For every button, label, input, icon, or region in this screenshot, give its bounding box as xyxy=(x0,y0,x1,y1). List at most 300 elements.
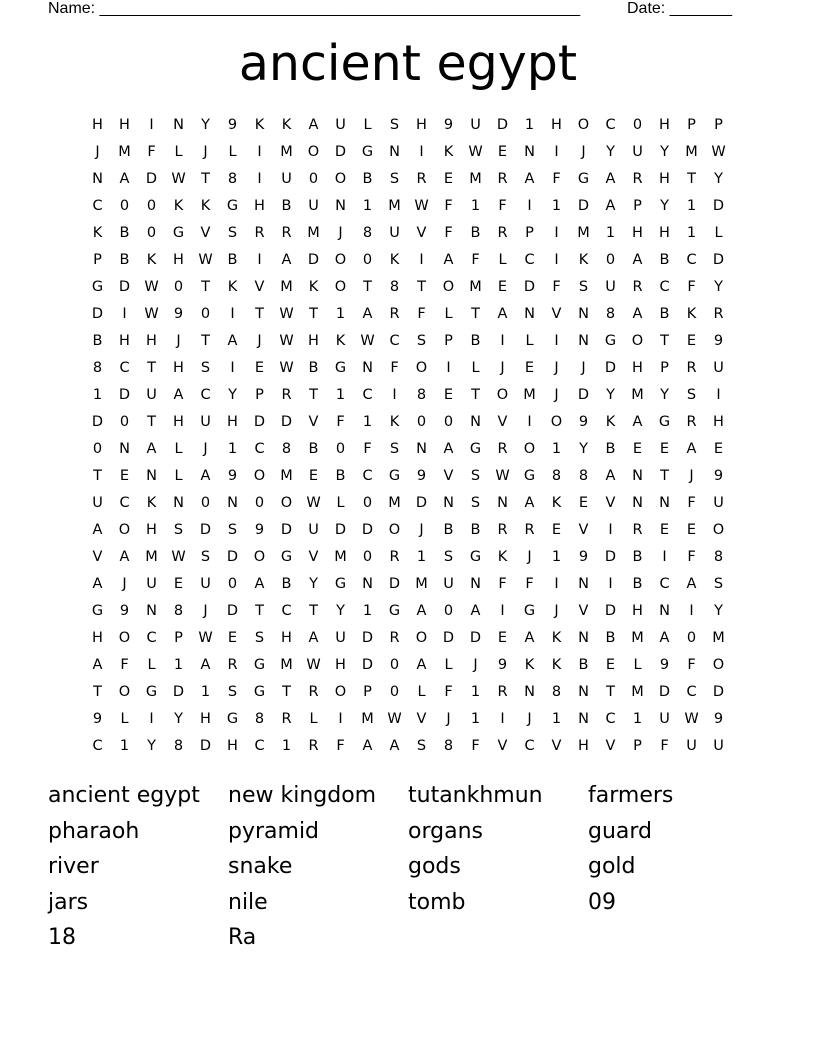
grid-letter: O xyxy=(577,117,590,133)
word-bank-item: pyramid xyxy=(228,818,320,844)
grid-letter: S xyxy=(200,549,211,565)
grid-letter: P xyxy=(525,225,534,241)
grid-row xyxy=(84,274,732,301)
grid-letter: U xyxy=(686,738,697,754)
grid-letter: M xyxy=(685,144,698,160)
grid-letter: V xyxy=(443,468,454,484)
grid-letter: K xyxy=(389,252,400,268)
grid-letter: 8 xyxy=(713,549,724,565)
grid-letter: F xyxy=(363,441,372,457)
grid-letter: N xyxy=(470,414,481,430)
grid-letter: U xyxy=(146,576,157,592)
grid-letter: 9 xyxy=(713,711,724,727)
grid-letter: 9 xyxy=(578,549,589,565)
letter-grid xyxy=(84,112,732,760)
grid-letter: R xyxy=(281,387,292,403)
grid-letter: J xyxy=(446,711,451,727)
grid-letter: K xyxy=(524,657,535,673)
grid-letter: M xyxy=(118,144,131,160)
grid-letter: T xyxy=(687,171,696,187)
grid-letter: G xyxy=(604,333,617,349)
header xyxy=(48,0,748,22)
grid-letter: T xyxy=(93,468,102,484)
grid-letter: T xyxy=(255,306,264,322)
grid-letter: S xyxy=(227,225,238,241)
grid-letter: O xyxy=(712,522,725,538)
grid-letter: C xyxy=(362,468,373,484)
grid-letter: B xyxy=(308,360,319,376)
grid-letter: M xyxy=(280,279,293,295)
grid-letter: A xyxy=(308,630,319,646)
grid-letter: L xyxy=(363,117,372,133)
grid-letter: A xyxy=(362,738,373,754)
grid-letter: N xyxy=(416,441,427,457)
grid-letter: K xyxy=(92,225,103,241)
grid-letter: K xyxy=(254,117,265,133)
grid-letter: F xyxy=(660,738,669,754)
grid-letter: A xyxy=(443,252,454,268)
grid-letter: K xyxy=(578,252,589,268)
grid-letter: R xyxy=(389,549,400,565)
grid-letter: E xyxy=(443,387,454,403)
grid-letter: A xyxy=(686,576,697,592)
grid-letter: W xyxy=(279,306,294,322)
grid-letter: C xyxy=(605,117,616,133)
grid-letter: A xyxy=(632,414,643,430)
grid-letter: U xyxy=(200,414,211,430)
grid-letter: 8 xyxy=(416,387,427,403)
grid-letter: I xyxy=(392,387,397,403)
grid-letter: 8 xyxy=(578,468,589,484)
grid-letter: D xyxy=(118,387,131,403)
grid-letter: R xyxy=(389,306,400,322)
grid-letter: F xyxy=(336,738,345,754)
grid-letter: 0 xyxy=(146,225,157,241)
grid-letter: S xyxy=(389,441,400,457)
grid-letter: 9 xyxy=(227,117,238,133)
grid-letter: A xyxy=(254,576,265,592)
grid-letter: 8 xyxy=(254,711,265,727)
grid-letter: A xyxy=(524,495,535,511)
grid-letter: I xyxy=(554,576,559,592)
grid-letter: C xyxy=(686,684,697,700)
grid-letter: W xyxy=(306,657,321,673)
grid-letter: A xyxy=(119,549,130,565)
grid-letter: G xyxy=(658,414,671,430)
grid-letter: M xyxy=(307,225,320,241)
grid-letter: O xyxy=(334,279,347,295)
grid-letter: K xyxy=(146,495,157,511)
grid-letter: I xyxy=(419,252,424,268)
grid-letter: W xyxy=(198,630,213,646)
grid-letter: D xyxy=(361,522,374,538)
grid-letter: L xyxy=(417,684,426,700)
grid-letter: 8 xyxy=(92,360,103,376)
grid-letter: K xyxy=(551,630,562,646)
grid-letter: O xyxy=(118,522,131,538)
word-bank-item: gods xyxy=(408,854,461,879)
grid-letter: Y xyxy=(228,387,237,403)
grid-letter: 8 xyxy=(173,738,184,754)
grid-letter: S xyxy=(254,630,265,646)
grid-row xyxy=(84,193,732,220)
grid-letter: M xyxy=(631,684,644,700)
grid-letter: V xyxy=(605,738,616,754)
grid-letter: N xyxy=(578,630,589,646)
grid-letter: P xyxy=(255,387,264,403)
grid-letter: S xyxy=(686,387,697,403)
grid-row xyxy=(84,166,732,193)
grid-letter: 1 xyxy=(470,198,481,214)
grid-letter: F xyxy=(687,279,696,295)
grid-letter: A xyxy=(605,468,616,484)
grid-letter: H xyxy=(173,252,184,268)
grid-letter: U xyxy=(443,576,454,592)
grid-letter: G xyxy=(91,279,104,295)
grid-row xyxy=(84,409,732,436)
grid-letter: F xyxy=(471,252,480,268)
grid-letter: W xyxy=(414,198,429,214)
grid-letter: F xyxy=(552,279,561,295)
grid-letter: O xyxy=(334,684,347,700)
grid-letter: Y xyxy=(714,171,723,187)
grid-letter: D xyxy=(361,657,374,673)
grid-letter: O xyxy=(712,657,725,673)
grid-letter: D xyxy=(415,495,428,511)
grid-letter: J xyxy=(203,441,208,457)
grid-letter: B xyxy=(119,252,130,268)
grid-letter: O xyxy=(415,360,428,376)
grid-letter: R xyxy=(497,522,508,538)
grid-letter: M xyxy=(334,549,347,565)
grid-letter: J xyxy=(554,360,559,376)
grid-letter: R xyxy=(308,684,319,700)
grid-letter: N xyxy=(173,495,184,511)
grid-letter: R xyxy=(254,225,265,241)
grid-letter: M xyxy=(577,225,590,241)
grid-letter: T xyxy=(147,360,156,376)
grid-letter: J xyxy=(203,144,208,160)
grid-letter: C xyxy=(92,198,103,214)
grid-letter: W xyxy=(279,360,294,376)
grid-letter: N xyxy=(578,711,589,727)
grid-letter: 1 xyxy=(335,306,346,322)
grid-letter: N xyxy=(524,684,535,700)
grid-letter: F xyxy=(147,144,156,160)
grid-letter: A xyxy=(686,441,697,457)
grid-letter: I xyxy=(554,144,559,160)
grid-letter: D xyxy=(496,117,509,133)
grid-letter: O xyxy=(118,684,131,700)
grid-letter: O xyxy=(496,387,509,403)
grid-letter: C xyxy=(146,630,157,646)
grid-letter: 0 xyxy=(254,495,265,511)
grid-letter: L xyxy=(498,252,507,268)
grid-letter: 1 xyxy=(551,549,562,565)
grid-letter: V xyxy=(551,738,562,754)
grid-letter: M xyxy=(280,468,293,484)
word-bank-item: 18 xyxy=(48,925,76,950)
word-bank-item: river xyxy=(48,854,99,879)
grid-letter: N xyxy=(659,603,670,619)
word-bank-item: tutankhmun xyxy=(408,783,543,808)
grid-letter: L xyxy=(147,657,156,673)
grid-letter: V xyxy=(254,279,265,295)
grid-letter: N xyxy=(443,495,454,511)
grid-letter: L xyxy=(174,144,183,160)
grid-letter: R xyxy=(389,630,400,646)
grid-letter: C xyxy=(659,279,670,295)
grid-letter: L xyxy=(633,657,642,673)
grid-letter: W xyxy=(198,252,213,268)
grid-letter: I xyxy=(257,171,262,187)
grid-letter: I xyxy=(257,144,262,160)
grid-letter: D xyxy=(712,198,725,214)
grid-row xyxy=(84,247,732,274)
grid-letter: U xyxy=(713,738,724,754)
grid-letter: B xyxy=(632,576,643,592)
grid-letter: G xyxy=(280,549,293,565)
grid-letter: C xyxy=(605,711,616,727)
grid-letter: W xyxy=(468,144,483,160)
grid-letter: J xyxy=(338,225,343,241)
grid-letter: B xyxy=(470,333,481,349)
grid-letter: J xyxy=(689,468,694,484)
grid-letter: 0 xyxy=(200,306,211,322)
grid-letter: D xyxy=(442,630,455,646)
grid-letter: V xyxy=(578,522,589,538)
grid-letter: U xyxy=(146,387,157,403)
grid-letter: E xyxy=(173,576,184,592)
grid-letter: J xyxy=(257,333,262,349)
grid-letter: A xyxy=(389,738,400,754)
grid-letter: N xyxy=(335,198,346,214)
grid-letter: Y xyxy=(336,603,345,619)
grid-letter: R xyxy=(416,171,427,187)
grid-letter: G xyxy=(388,603,401,619)
grid-letter: D xyxy=(118,279,131,295)
grid-letter: 0 xyxy=(227,576,238,592)
grid-letter: Y xyxy=(714,279,723,295)
grid-letter: J xyxy=(95,144,100,160)
grid-letter: C xyxy=(524,738,535,754)
grid-letter: K xyxy=(200,198,211,214)
grid-letter: N xyxy=(632,468,643,484)
grid-letter: U xyxy=(92,495,103,511)
grid-letter: S xyxy=(416,333,427,349)
word-bank-item: gold xyxy=(588,854,636,879)
grid-letter: F xyxy=(120,657,129,673)
grid-letter: N xyxy=(92,171,103,187)
grid-letter: D xyxy=(253,414,266,430)
grid-letter: H xyxy=(632,225,643,241)
grid-letter: D xyxy=(91,414,104,430)
grid-letter: H xyxy=(254,198,265,214)
word-bank-item: farmers xyxy=(588,783,674,808)
grid-letter: J xyxy=(176,333,181,349)
grid-letter: V xyxy=(605,495,616,511)
grid-letter: M xyxy=(145,549,158,565)
grid-letter: H xyxy=(713,414,724,430)
grid-letter: F xyxy=(444,225,453,241)
grid-letter: 1 xyxy=(119,738,130,754)
grid-letter: P xyxy=(633,738,642,754)
grid-letter: L xyxy=(444,657,453,673)
grid-letter: 8 xyxy=(227,171,238,187)
grid-letter: F xyxy=(498,576,507,592)
grid-letter: 0 xyxy=(335,441,346,457)
grid-letter: F xyxy=(444,198,453,214)
grid-letter: T xyxy=(201,279,210,295)
grid-row xyxy=(84,139,732,166)
grid-letter: U xyxy=(200,576,211,592)
grid-letter: 0 xyxy=(632,117,643,133)
grid-letter: D xyxy=(226,603,239,619)
grid-letter: K xyxy=(227,279,238,295)
grid-letter: 0 xyxy=(362,495,373,511)
grid-letter: J xyxy=(527,549,532,565)
grid-letter: T xyxy=(93,684,102,700)
grid-letter: E xyxy=(659,522,670,538)
grid-letter: D xyxy=(145,171,158,187)
grid-letter: H xyxy=(146,333,157,349)
grid-letter: 1 xyxy=(362,603,373,619)
grid-letter: A xyxy=(92,576,103,592)
grid-letter: V xyxy=(578,603,589,619)
grid-letter: 0 xyxy=(119,198,130,214)
grid-letter: 1 xyxy=(281,738,292,754)
grid-letter: E xyxy=(524,360,535,376)
grid-letter: A xyxy=(497,306,508,322)
grid-letter: B xyxy=(281,576,292,592)
grid-letter: N xyxy=(659,495,670,511)
grid-letter: 1 xyxy=(551,711,562,727)
grid-letter: F xyxy=(687,495,696,511)
grid-letter: L xyxy=(174,468,183,484)
grid-letter: N xyxy=(524,306,535,322)
grid-letter: T xyxy=(282,684,291,700)
grid-letter: D xyxy=(199,522,212,538)
grid-letter: B xyxy=(443,522,454,538)
grid-row xyxy=(84,220,732,247)
grid-letter: D xyxy=(469,630,482,646)
grid-letter: T xyxy=(255,603,264,619)
grid-letter: S xyxy=(227,684,238,700)
grid-letter: R xyxy=(686,414,697,430)
grid-letter: R xyxy=(686,360,697,376)
grid-letter: D xyxy=(280,522,293,538)
grid-letter: B xyxy=(632,549,643,565)
grid-letter: R xyxy=(281,225,292,241)
grid-letter: N xyxy=(173,117,184,133)
grid-letter: 0 xyxy=(416,414,427,430)
grid-letter: S xyxy=(470,495,481,511)
grid-letter: H xyxy=(416,117,427,133)
grid-letter: B xyxy=(470,522,481,538)
grid-letter: T xyxy=(660,333,669,349)
grid-letter: W xyxy=(171,171,186,187)
grid-letter: D xyxy=(91,306,104,322)
word-bank-item: tomb xyxy=(408,889,466,915)
grid-letter: J xyxy=(527,711,532,727)
grid-letter: P xyxy=(687,117,696,133)
grid-letter: I xyxy=(608,522,613,538)
grid-letter: N xyxy=(389,144,400,160)
grid-letter: 1 xyxy=(362,414,373,430)
grid-letter: O xyxy=(307,144,320,160)
grid-letter: H xyxy=(335,657,346,673)
grid-letter: T xyxy=(363,279,372,295)
grid-letter: H xyxy=(659,171,670,187)
grid-letter: P xyxy=(93,252,102,268)
grid-letter: K xyxy=(605,414,616,430)
grid-letter: E xyxy=(686,522,697,538)
grid-letter: 8 xyxy=(389,279,400,295)
grid-letter: V xyxy=(497,414,508,430)
grid-letter: A xyxy=(362,306,373,322)
grid-letter: R xyxy=(497,225,508,241)
grid-letter: D xyxy=(604,549,617,565)
grid-letter: D xyxy=(307,252,320,268)
grid-letter: A xyxy=(632,306,643,322)
grid-letter: 8 xyxy=(551,684,562,700)
grid-letter: G xyxy=(334,360,347,376)
grid-letter: U xyxy=(308,198,319,214)
grid-letter: G xyxy=(253,684,266,700)
grid-letter: W xyxy=(171,549,186,565)
grid-letter: N xyxy=(632,495,643,511)
grid-letter: I xyxy=(608,576,613,592)
grid-letter: W xyxy=(360,333,375,349)
grid-letter: H xyxy=(281,630,292,646)
grid-letter: G xyxy=(469,441,482,457)
grid-letter: N xyxy=(578,306,589,322)
grid-letter: I xyxy=(149,711,154,727)
grid-letter: 9 xyxy=(254,522,265,538)
grid-letter: V xyxy=(551,306,562,322)
grid-letter: D xyxy=(199,738,212,754)
grid-row xyxy=(84,571,732,598)
grid-letter: W xyxy=(144,279,159,295)
grid-letter: A xyxy=(92,522,103,538)
grid-row xyxy=(84,598,732,625)
grid-letter: S xyxy=(578,279,589,295)
grid-letter: F xyxy=(336,414,345,430)
grid-letter: S xyxy=(713,576,724,592)
grid-letter: I xyxy=(419,144,424,160)
grid-letter: B xyxy=(605,441,616,457)
grid-letter: U xyxy=(389,225,400,241)
date-field-label: Date: _______ xyxy=(627,0,732,17)
grid-letter: T xyxy=(309,387,318,403)
grid-row xyxy=(84,490,732,517)
grid-letter: G xyxy=(388,468,401,484)
grid-letter: K xyxy=(443,144,454,160)
grid-letter: H xyxy=(119,117,130,133)
grid-letter: H xyxy=(551,117,562,133)
grid-letter: U xyxy=(308,522,319,538)
grid-letter: I xyxy=(149,117,154,133)
grid-letter: M xyxy=(631,630,644,646)
grid-letter: L xyxy=(228,144,237,160)
grid-letter: 1 xyxy=(632,711,643,727)
grid-letter: U xyxy=(713,360,724,376)
grid-letter: I xyxy=(257,252,262,268)
grid-letter: A xyxy=(470,603,481,619)
grid-letter: M xyxy=(523,387,536,403)
grid-letter: L xyxy=(120,711,129,727)
grid-letter: A xyxy=(92,657,103,673)
